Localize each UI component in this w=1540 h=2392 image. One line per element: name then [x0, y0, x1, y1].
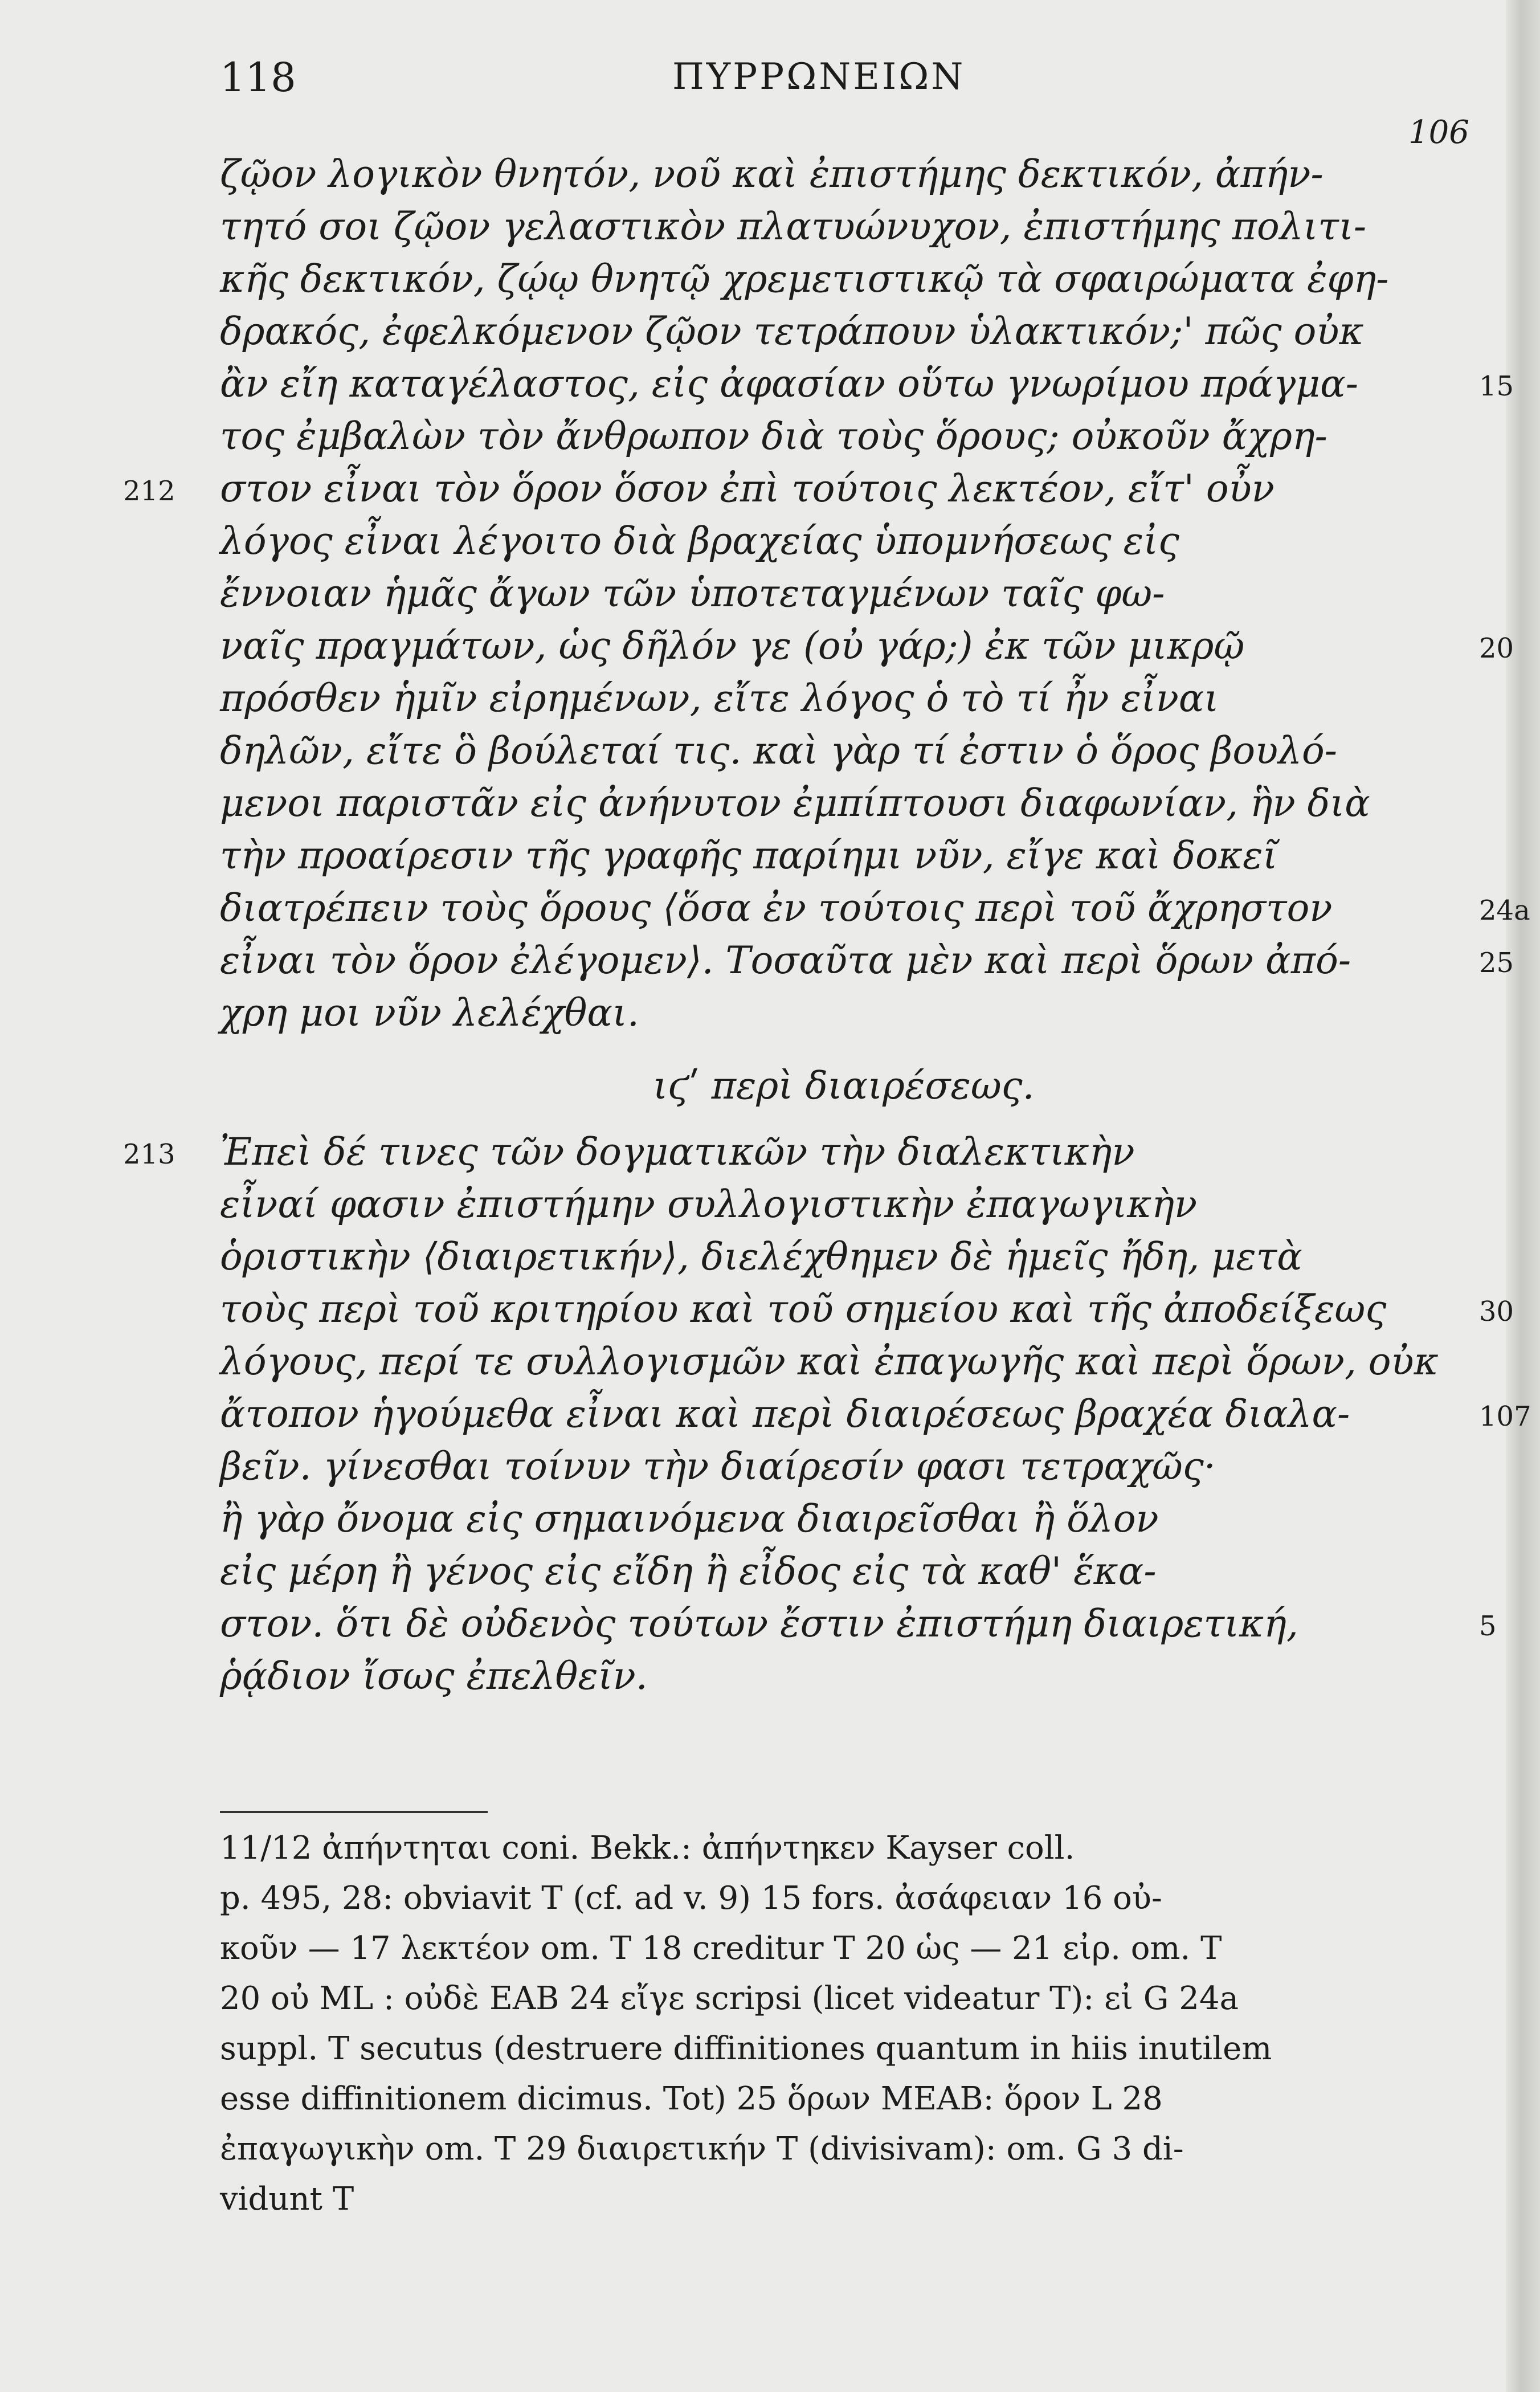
text-line: κῆς δεκτικόν, ζῴῳ θνητῷ χρεμετιστικῷ τὰ σφαιρώματα ἐφη-: [220, 257, 1389, 301]
footnote-line: esse diffinitionem dicimus. Tot) 25 ὅρων MEAB: ὅρον L 28: [220, 2080, 1163, 2117]
text-line: λόγους, περί τε συλλογισμῶν καὶ ἐπαγωγῆς καὶ περὶ ὅρων, οὐκ: [220, 1340, 1439, 1383]
text-line: στον εἶναι τὸν ὅρον ὅσον ἐπὶ τούτοις λεκτέον, εἴτ' οὖν: [220, 467, 1275, 511]
footnote-line: p. 495, 28: obviavit T (cf. ad v. 9) 15 fors. ἀσάφειαν 16 οὐ-: [220, 1880, 1162, 1917]
section-heading: ιϛʹ περὶ διαιρέσεως.: [653, 1064, 1035, 1108]
line-number: 30: [1479, 1296, 1514, 1328]
text-line: ἔννοιαν ἡμᾶς ἄγων τῶν ὑποτεταγμένων ταῖς φω-: [220, 572, 1165, 615]
line-number: 5: [1479, 1610, 1497, 1642]
line-number: 20: [1479, 632, 1514, 664]
text-line: ζῷον λογικὸν θνητόν, νοῦ καὶ ἐπιστήμης δεκτικόν, ἀπήν-: [220, 152, 1323, 196]
text-line: δηλῶν, εἴτε ὃ βούλεταί τις. καὶ γὰρ τί ἐστιν ὁ ὅρος βουλό-: [220, 729, 1338, 773]
footnote-line: 20 οὐ ML : οὐδὲ EAB 24 εἴγε scripsi (licet videatur T): εἰ G 24a: [220, 1980, 1239, 2017]
page-edge-shadow: [1506, 0, 1540, 2392]
text-line: ῥᾴδιον ἴσως ἐπελθεῖν.: [220, 1654, 648, 1698]
text-line: ναῖς πραγμάτων, ὡς δῆλόν γε (οὐ γάρ;) ἐκ τῶν μικρῷ: [220, 624, 1245, 668]
running-title: ΠΥΡΡΩΝΕΙΩΝ: [672, 56, 966, 98]
text-line: στον. ὅτι δὲ οὐδενὸς τούτων ἔστιν ἐπιστήμη διαιρετική,: [220, 1602, 1298, 1646]
text-line: εἶναί φασιν ἐπιστήμην συλλογιστικὴν ἐπαγωγικὴν: [220, 1182, 1198, 1226]
text-line: τος ἐμβαλὼν τὸν ἄνθρωπον διὰ τοὺς ὅρους; οὐκοῦν ἄχρη-: [220, 414, 1327, 458]
line-number: 24a: [1479, 895, 1530, 926]
text-line: εἰς μέρη ἢ γένος εἰς εἴδη ἢ εἶδος εἰς τὰ καθ' ἕκα-: [220, 1549, 1157, 1593]
marginal-page-ref-top: 106: [1408, 114, 1469, 151]
line-number: 25: [1479, 947, 1514, 979]
text-line: Ἐπεὶ δέ τινες τῶν δογματικῶν τὴν διαλεκτικὴν: [220, 1130, 1135, 1174]
text-line: μενοι παριστᾶν εἰς ἀνήνυτον ἐμπίπτουσι διαφωνίαν, ἣν διὰ: [220, 781, 1370, 825]
text-line: πρόσθεν ἡμῖν εἰρημένων, εἴτε λόγος ὁ τὸ τί ἦν εἶναι: [220, 676, 1219, 720]
page-number: 118: [220, 54, 296, 101]
footnote-line: κοῦν — 17 λεκτέον om. T 18 creditur T 20 ὡς — 21 εἰρ. om. T: [220, 1930, 1222, 1967]
line-number: 107: [1479, 1401, 1531, 1432]
text-line: χρη μοι νῦν λελέχθαι.: [220, 991, 639, 1035]
footnote-line: vidunt T: [220, 2181, 354, 2218]
footnote-line: ἐπαγωγικὴν om. T 29 διαιρετικήν T (divisivam): om. G 3 di-: [220, 2130, 1184, 2168]
text-line: ἢ γὰρ ὄνομα εἰς σημαινόμενα διαιρεῖσθαι ἢ ὅλον: [220, 1497, 1159, 1541]
text-line: διατρέπειν τοὺς ὅρους ⟨ὅσα ἐν τούτοις περὶ τοῦ ἄχρηστον: [220, 886, 1333, 930]
apparatus-criticus: [220, 1823, 1468, 2224]
text-line: τὴν προαίρεσιν τῆς γραφῆς παρίημι νῦν, εἴγε καὶ δοκεῖ: [220, 834, 1278, 877]
footnote-line: suppl. T secutus (destruere diffinitiones quantum in hiis inutilem: [220, 2030, 1272, 2067]
footnote-rule: [220, 1811, 488, 1813]
paragraph-number: 212: [123, 475, 175, 507]
text-line: δρακός, ἐφελκόμενον ζῷον τετράπουν ὑλακτικόν;' πῶς οὐκ: [220, 309, 1364, 353]
text-line: βεῖν. γίνεσθαι τοίνυν τὴν διαίρεσίν φασι τετραχῶς·: [220, 1444, 1216, 1488]
footnote-line: 11/12 ἀπήντηται coni. Bekk.: ἀπήντηκεν Kayser coll.: [220, 1830, 1075, 1867]
text-line: τητό σοι ζῷον γελαστικὸν πλατυώνυχον, ἐπιστήμης πολιτι-: [220, 205, 1367, 248]
text-line: ἂν εἴη καταγέλαστος, εἰς ἀφασίαν οὕτω γνωρίμου πράγμα-: [220, 362, 1359, 406]
text-line: εἶναι τὸν ὅρον ἐλέγομεν⟩. Τοσαῦτα μὲν καὶ περὶ ὅρων ἀπό-: [220, 938, 1351, 982]
text-line: λόγος εἶναι λέγοιτο διὰ βραχείας ὑπομνήσεως εἰς: [220, 519, 1179, 563]
line-number: 15: [1479, 370, 1514, 402]
paragraph-number: 213: [123, 1138, 175, 1170]
text-line: ἄτοπον ἡγούμεθα εἶναι καὶ περὶ διαιρέσεως βραχέα διαλα-: [220, 1392, 1350, 1436]
text-line: τοὺς περὶ τοῦ κριτηρίου καὶ τοῦ σημείου καὶ τῆς ἀποδείξεως: [220, 1287, 1387, 1331]
text-line: ὁριστικὴν ⟨διαιρετικήν⟩, διελέχθημεν δὲ ἡμεῖς ἤδη, μετὰ: [220, 1235, 1302, 1279]
